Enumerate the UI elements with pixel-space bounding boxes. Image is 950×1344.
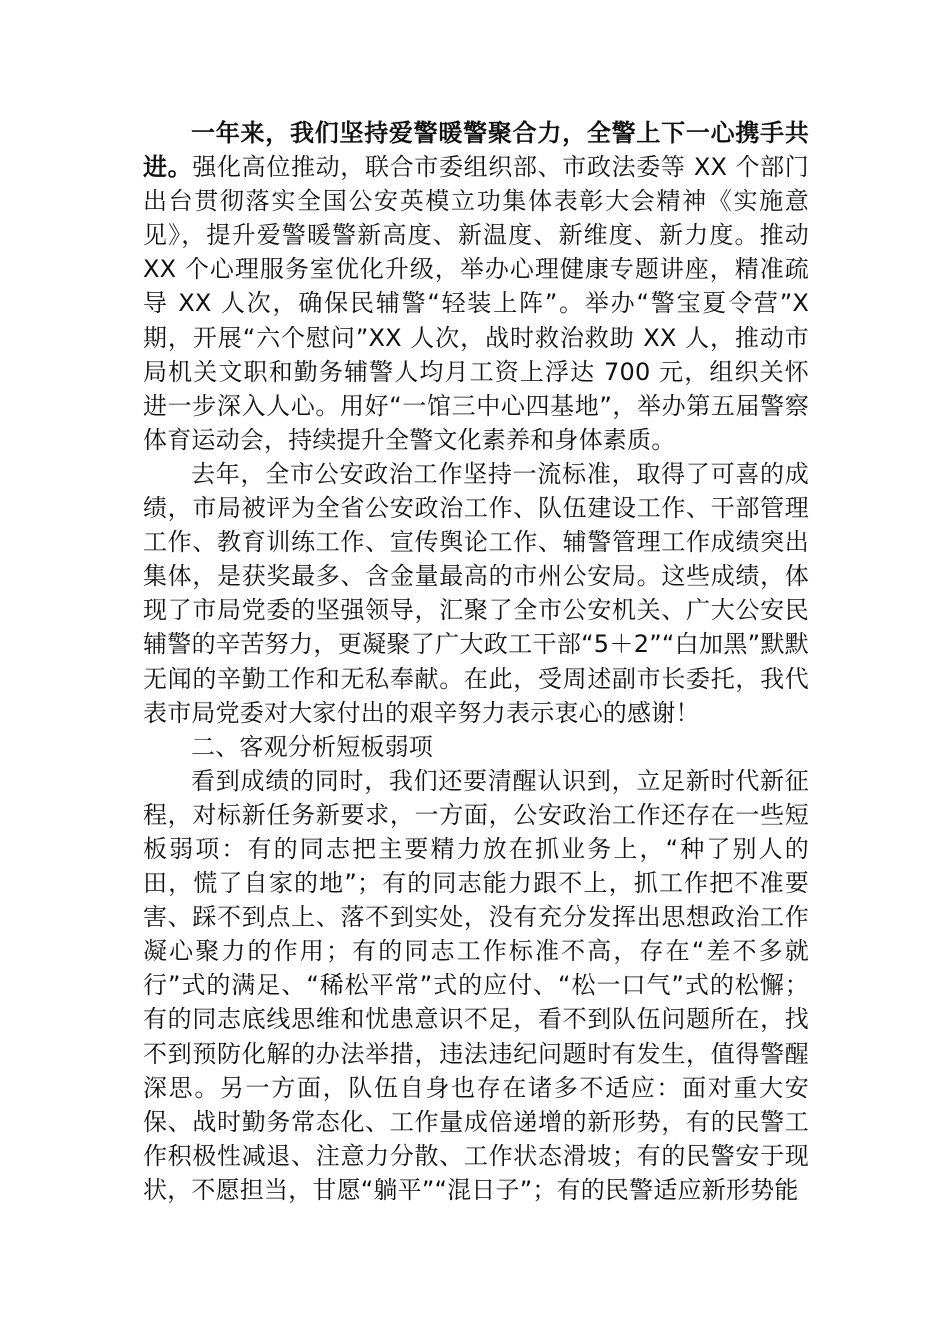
paragraph-achievements: 去年，全市公安政治工作坚持一流标准，取得了可喜的成绩，市局被评为全省公安政治工作、队伍建设工作、干部管理工作、教育训练工作、宣传舆论工作、辅警管理工作成绩突出集体，是获奖最多、含金量最高的市州公安局。这些成绩，体现了市局党委的坚强领导，汇聚了全市公安机关、广大公安民辅警的辛苦努力，更凝聚了广大政工干部“5＋2”“白加黑”默默无闻的辛勤工作和无私奉献。在此，受周述副市长委托，我代表市局党委对大家付出的艰辛努力表示衷心的感谢！ — [143, 459, 809, 727]
document-body — [143, 116, 809, 1207]
paragraph-care-for-police — [143, 116, 809, 457]
paragraph-shortcomings: 看到成绩的同时，我们还要清醒认识到，立足新时代新征程，对标新任务新要求，一方面，公安政治工作还存在一些短板弱项：有的同志把主要精力放在抓业务上，“种了别人的田，慌了自家的地”；有的同志能力跟不上，抓工作把不准要害、踩不到点上、落不到实处，没有充分发挥出思想政治工作凝心聚力的作用；有的同志工作标准不高，存在“差不多就行”式的满足、“稀松平常”式的应付、“松一口气”式的松懈；有的同志底线思维和忧患意识不足，看不到队伍问题所在，找不到预防化解的办法举措，违法违纪问题时有发生，值得警醒深思。另一方面，队伍自身也存在诸多不适应：面对重大安保、战时勤务常态化、工作量成倍递增的新形势，有的民警工作积极性减退、注意力分散、工作状态滑坡；有的民警安于现状，不愿担当，甘愿“躺平”“混日子”；有的民警适应新形势能 — [143, 766, 809, 1204]
section-heading-shortcomings: 二、客观分析短板弱项 — [191, 732, 433, 761]
paragraph-body-text: 强化高位推动，联合市委组织部、市政法委等 XX 个部门出台贯彻落实全国公安英模立功集体表彰大会精神《实施意见》，提升爱警暖警新高度、新温度、新维度、新力度。推动 XX 个心理服务室优化升级，举办心理健康专题讲座，精准疏导 XX 人次，确保民辅警“轻装上阵”。举办“警宝夏令营”X 期，开展“六个慰问”XX 人次，战时救治救助 XX 人，推动市局机关文职和勤务辅警人均月工资上浮达 700 元，组织关怀进一步深入人心。用好“一馆三中心四基地”，举办第五届警察体育运动会，持续提升全警文化素养和身体素质。 — [143, 153, 809, 454]
paragraph-lead-sentence: 一年来，我们坚持爱警暖警聚合力，全警上下一心携手共进。 — [143, 119, 809, 182]
